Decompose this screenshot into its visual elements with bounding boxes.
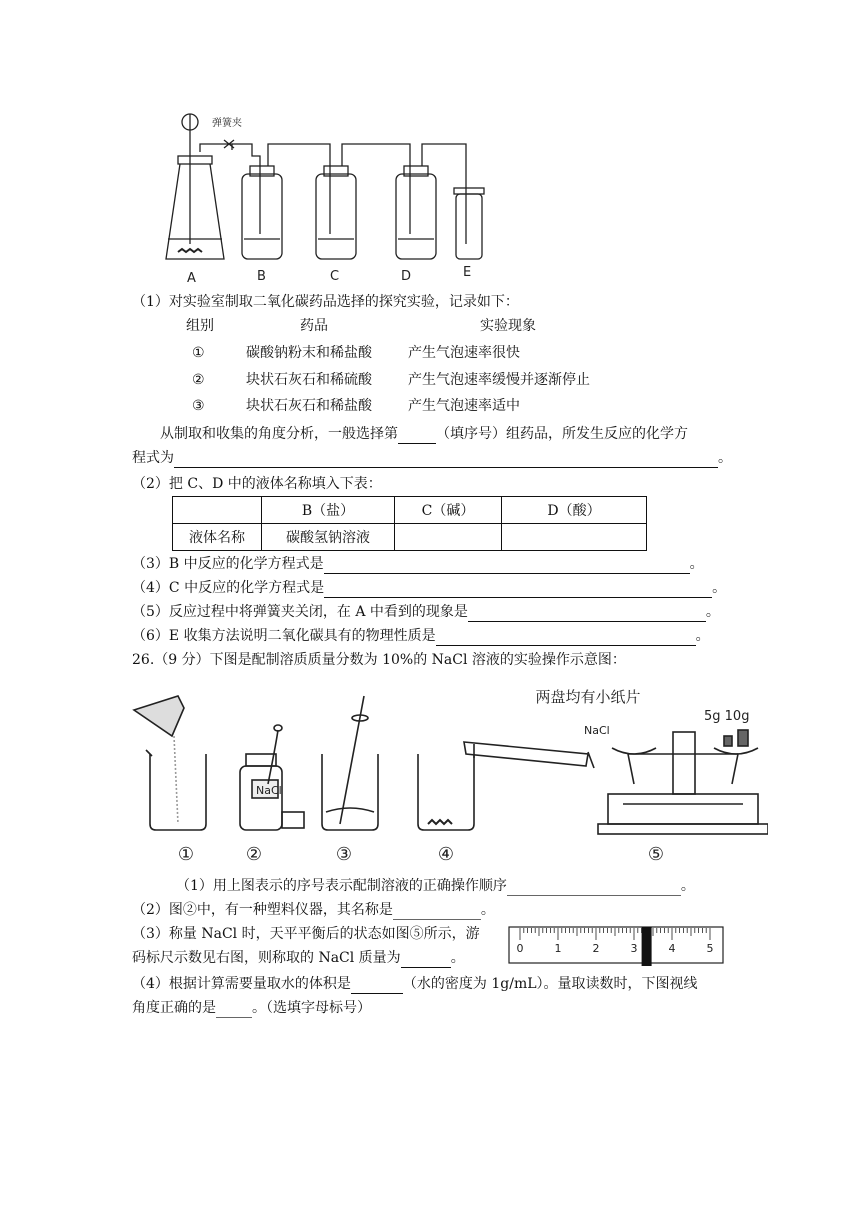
answer-blank-q6[interactable] <box>436 631 696 646</box>
ruler-tick-label: 3 <box>630 942 638 955</box>
step-1-label: ① <box>177 844 195 864</box>
table-cell-c-answer[interactable] <box>395 524 502 551</box>
q1-row-drug: 块状石灰石和稀硫酸 <box>246 372 372 388</box>
q1-row-phenomenon: 产生气泡速率适中 <box>408 398 520 414</box>
ruler-tick-label: 1 <box>554 942 562 955</box>
q1-row-phenomenon: 产生气泡速率很快 <box>408 345 520 361</box>
q6: （6）E 收集方法说明二氧化碳具有的物理性质是 。 <box>132 628 710 644</box>
ruler-tick-label: 2 <box>592 942 600 955</box>
label-c: C <box>330 269 340 284</box>
step-4-label: ④ <box>437 844 455 864</box>
ruler-tick-label: 4 <box>668 942 676 955</box>
q1-row-group: ① <box>192 345 205 361</box>
step-3-label: ③ <box>335 844 353 864</box>
ruler-tick-label: 5 <box>706 942 714 955</box>
s2: （2）图②中，有一种塑料仪器，其名称是 。 <box>132 902 495 918</box>
answer-blank-s1[interactable] <box>507 881 681 896</box>
problem-26-title: 26.（9 分）下图是配制溶质质量分数为 10%的 NaCl 溶液的实验操作示意图： <box>132 652 626 668</box>
q1-row-group: ② <box>192 372 205 388</box>
s4-line2: 角度正确的是 。（选填字母标号） <box>132 1000 371 1016</box>
answer-blank-s3[interactable] <box>401 953 451 968</box>
label-a: A <box>187 271 196 286</box>
ruler-rider <box>642 927 652 966</box>
clip-label: 弹簧夹 <box>212 118 242 129</box>
table-header-empty <box>173 497 262 524</box>
step-2-label: ② <box>245 844 263 864</box>
q1-row-phenomenon: 产生气泡速率缓慢并逐渐停止 <box>408 372 590 388</box>
gas-apparatus-figure <box>160 104 500 290</box>
answer-blank-q4[interactable] <box>324 583 712 598</box>
table-header-d: D（酸） <box>502 497 647 524</box>
bottle-nacl-label: NaCl <box>256 784 282 797</box>
q4: （4）C 中反应的化学方程式是 。 <box>132 580 727 596</box>
answer-blank-group[interactable] <box>398 429 436 444</box>
q1-header-phenomenon: 实验现象 <box>480 318 536 334</box>
balance-nacl-label: NaCl <box>584 724 610 737</box>
balance-note: 两盘均有小纸片 <box>535 688 641 706</box>
q5: （5）反应过程中将弹簧夹关闭，在 A 中看到的现象是 。 <box>132 604 720 620</box>
s3b: 码标尺示数见右图，则称取的 NaCl 质量为 。 <box>132 950 465 966</box>
label-e: E <box>463 265 472 280</box>
q1-header-group: 组别 <box>186 318 214 334</box>
q1-equation: 程式为 。 <box>132 450 732 466</box>
table-cell-b: 碳酸氢钠溶液 <box>262 524 395 551</box>
nacl-procedure-figure <box>128 684 768 864</box>
q1-row-drug: 块状石灰石和稀盐酸 <box>246 398 372 414</box>
q3: （3）B 中反应的化学方程式是 。 <box>132 556 704 572</box>
q1-row-group: ③ <box>192 398 205 414</box>
answer-blank-equation[interactable] <box>174 453 718 468</box>
q1-row-drug: 碳酸钠粉末和稀盐酸 <box>246 345 372 361</box>
q1-header-drug: 药品 <box>300 318 328 334</box>
q1-intro: （1）对实验室制取二氧化碳药品选择的探究实验，记录如下： <box>132 294 519 310</box>
s4-line1: （4）根据计算需要量取水的体积是 （水的密度为 1g/mL）。量取读数时，下图视线 <box>132 976 698 992</box>
q2-intro: （2）把 C、D 中的液体名称填入下表： <box>132 476 382 492</box>
rider-ruler <box>508 926 724 966</box>
answer-blank-s4-volume[interactable] <box>351 979 403 994</box>
weights-label: 5g 10g <box>704 709 750 724</box>
table-header-c: C（碱） <box>395 497 502 524</box>
step-5-label: ⑤ <box>647 844 665 864</box>
label-b: B <box>257 269 266 284</box>
q1-analysis: 从制取和收集的角度分析，一般选择第 （填序号）组药品，所发生反应的化学方 <box>160 426 688 442</box>
label-d: D <box>401 269 412 284</box>
ruler-tick-label: 0 <box>516 942 524 955</box>
table-row-label: 液体名称 <box>173 524 262 551</box>
s1: （1）用上图表示的序号表示配制溶液的正确操作顺序 。 <box>176 878 695 894</box>
liquid-table <box>172 496 647 551</box>
answer-blank-s2[interactable] <box>393 905 481 920</box>
table-header-b: B（盐） <box>262 497 395 524</box>
answer-blank-s4-angle[interactable] <box>216 1003 252 1018</box>
answer-blank-q5[interactable] <box>468 607 706 622</box>
answer-blank-q3[interactable] <box>324 559 690 574</box>
s3a: （3）称量 NaCl 时，天平平衡后的状态如图⑤所示，游 <box>132 926 480 942</box>
table-cell-d-answer[interactable] <box>502 524 647 551</box>
